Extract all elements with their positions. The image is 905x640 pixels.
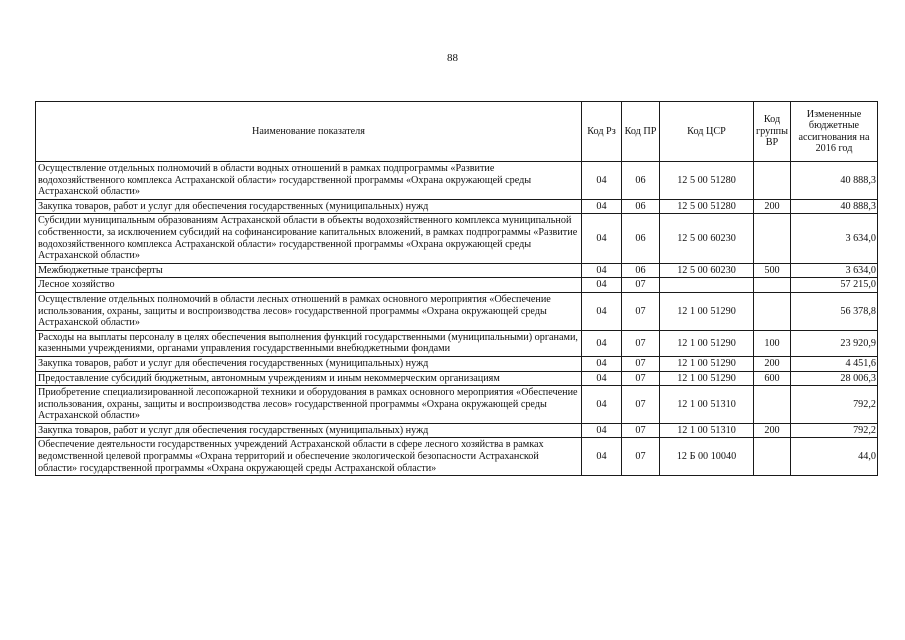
row-csr: 12 Б 00 10040 bbox=[660, 438, 754, 476]
row-rz: 04 bbox=[582, 278, 622, 293]
row-vr: 100 bbox=[754, 330, 791, 356]
row-amount: 792,2 bbox=[791, 386, 878, 424]
row-rz: 04 bbox=[582, 292, 622, 330]
row-vr: 200 bbox=[754, 199, 791, 214]
page-number: 88 bbox=[447, 52, 458, 64]
row-amount: 792,2 bbox=[791, 423, 878, 438]
row-vr bbox=[754, 438, 791, 476]
row-rz: 04 bbox=[582, 371, 622, 386]
table-row bbox=[36, 438, 878, 476]
row-rz: 04 bbox=[582, 214, 622, 263]
row-amount: 56 378,8 bbox=[791, 292, 878, 330]
table-row bbox=[36, 356, 878, 371]
row-rz: 04 bbox=[582, 386, 622, 424]
row-pr: 07 bbox=[622, 278, 660, 293]
row-csr: 12 1 00 51310 bbox=[660, 423, 754, 438]
row-name: Закупка товаров, работ и услуг для обеспечения государственных (муниципальных) нужд bbox=[36, 423, 582, 438]
row-pr: 07 bbox=[622, 438, 660, 476]
row-rz: 04 bbox=[582, 263, 622, 278]
row-name: Осуществление отдельных полномочий в области лесных отношений в рамках основного мероприятия «Обеспечение использования, охраны, защиты и воспроизводства лесов» государственной программы «Охрана окружающей среды Астраханской области» bbox=[36, 292, 582, 330]
row-csr: 12 5 00 51280 bbox=[660, 199, 754, 214]
row-name: Лесное хозяйство bbox=[36, 278, 582, 293]
table-row bbox=[36, 292, 878, 330]
row-csr: 12 5 00 60230 bbox=[660, 214, 754, 263]
row-pr: 07 bbox=[622, 423, 660, 438]
table-row bbox=[36, 214, 878, 263]
row-name: Закупка товаров, работ и услуг для обеспечения государственных (муниципальных) нужд bbox=[36, 199, 582, 214]
row-vr bbox=[754, 162, 791, 200]
row-rz: 04 bbox=[582, 438, 622, 476]
row-amount: 44,0 bbox=[791, 438, 878, 476]
row-csr: 12 5 00 51280 bbox=[660, 162, 754, 200]
header-vr: Код группы ВР bbox=[754, 102, 791, 162]
row-pr: 06 bbox=[622, 162, 660, 200]
row-rz: 04 bbox=[582, 330, 622, 356]
row-vr bbox=[754, 292, 791, 330]
row-vr bbox=[754, 278, 791, 293]
table-row bbox=[36, 199, 878, 214]
row-pr: 07 bbox=[622, 330, 660, 356]
header-name: Наименование показателя bbox=[36, 102, 582, 162]
row-pr: 06 bbox=[622, 214, 660, 263]
row-vr: 200 bbox=[754, 356, 791, 371]
table-row bbox=[36, 263, 878, 278]
table-row bbox=[36, 423, 878, 438]
row-pr: 07 bbox=[622, 371, 660, 386]
row-pr: 06 bbox=[622, 199, 660, 214]
row-rz: 04 bbox=[582, 356, 622, 371]
row-name: Закупка товаров, работ и услуг для обеспечения государственных (муниципальных) нужд bbox=[36, 356, 582, 371]
row-amount: 23 920,9 bbox=[791, 330, 878, 356]
row-name: Субсидии муниципальным образованиям Астраханской области в объекты водохозяйственного комплекса муниципальной собственности, за исключением субсидий на софинансирование капитальных вложений, в рамках подпрограммы «Развитие водохозяйственного комплекса Астраханской области» государственной программы «Охрана окружающей среды Астраханской области» bbox=[36, 214, 582, 263]
row-vr: 200 bbox=[754, 423, 791, 438]
row-csr: 12 1 00 51290 bbox=[660, 356, 754, 371]
table-row bbox=[36, 162, 878, 200]
row-rz: 04 bbox=[582, 162, 622, 200]
row-amount: 28 006,3 bbox=[791, 371, 878, 386]
row-rz: 04 bbox=[582, 199, 622, 214]
row-amount: 40 888,3 bbox=[791, 162, 878, 200]
row-amount: 57 215,0 bbox=[791, 278, 878, 293]
row-name: Расходы на выплаты персоналу в целях обеспечения выполнения функций государственными (муниципальными) органами, казенными учреждениями, органами управления государственными внебюджетными фондами bbox=[36, 330, 582, 356]
header-amount: Измененные бюджетные ассигнования на 2016 год bbox=[791, 102, 878, 162]
table-row bbox=[36, 330, 878, 356]
row-csr: 12 1 00 51290 bbox=[660, 292, 754, 330]
row-vr: 500 bbox=[754, 263, 791, 278]
row-name: Межбюджетные трансферты bbox=[36, 263, 582, 278]
header-csr: Код ЦСР bbox=[660, 102, 754, 162]
table-row bbox=[36, 371, 878, 386]
row-pr: 07 bbox=[622, 356, 660, 371]
table-header-row bbox=[36, 102, 878, 162]
table-row bbox=[36, 386, 878, 424]
row-amount: 3 634,0 bbox=[791, 214, 878, 263]
row-csr: 12 1 00 51310 bbox=[660, 386, 754, 424]
row-pr: 07 bbox=[622, 386, 660, 424]
row-pr: 06 bbox=[622, 263, 660, 278]
row-pr: 07 bbox=[622, 292, 660, 330]
header-pr: Код ПР bbox=[622, 102, 660, 162]
table-row bbox=[36, 278, 878, 293]
row-amount: 3 634,0 bbox=[791, 263, 878, 278]
budget-table bbox=[35, 101, 878, 476]
row-name: Приобретение специализированной лесопожарной техники и оборудования в рамках основного мероприятия «Обеспечение использования, охраны, защиты и воспроизводства лесов» государственной программы «Охрана окружающей среды Астраханской области» bbox=[36, 386, 582, 424]
row-csr: 12 1 00 51290 bbox=[660, 330, 754, 356]
row-vr bbox=[754, 386, 791, 424]
row-rz: 04 bbox=[582, 423, 622, 438]
row-vr: 600 bbox=[754, 371, 791, 386]
row-name: Обеспечение деятельности государственных учреждений Астраханской области в сфере лесного хозяйства в рамках ведомственной целевой программы «Охрана территорий и обеспечение экологической безопасности Астраханской области» государственной программы «Охрана окружающей среды Астраханской области» bbox=[36, 438, 582, 476]
row-amount: 4 451,6 bbox=[791, 356, 878, 371]
row-csr bbox=[660, 278, 754, 293]
row-vr bbox=[754, 214, 791, 263]
header-rz: Код Рз bbox=[582, 102, 622, 162]
row-csr: 12 1 00 51290 bbox=[660, 371, 754, 386]
row-name: Осуществление отдельных полномочий в области водных отношений в рамках подпрограммы «Развитие водохозяйственного комплекса Астраханской области» государственной программы «Охрана окружающей среды Астраханской области» bbox=[36, 162, 582, 200]
row-csr: 12 5 00 60230 bbox=[660, 263, 754, 278]
row-name: Предоставление субсидий бюджетным, автономным учреждениям и иным некоммерческим организациям bbox=[36, 371, 582, 386]
row-amount: 40 888,3 bbox=[791, 199, 878, 214]
